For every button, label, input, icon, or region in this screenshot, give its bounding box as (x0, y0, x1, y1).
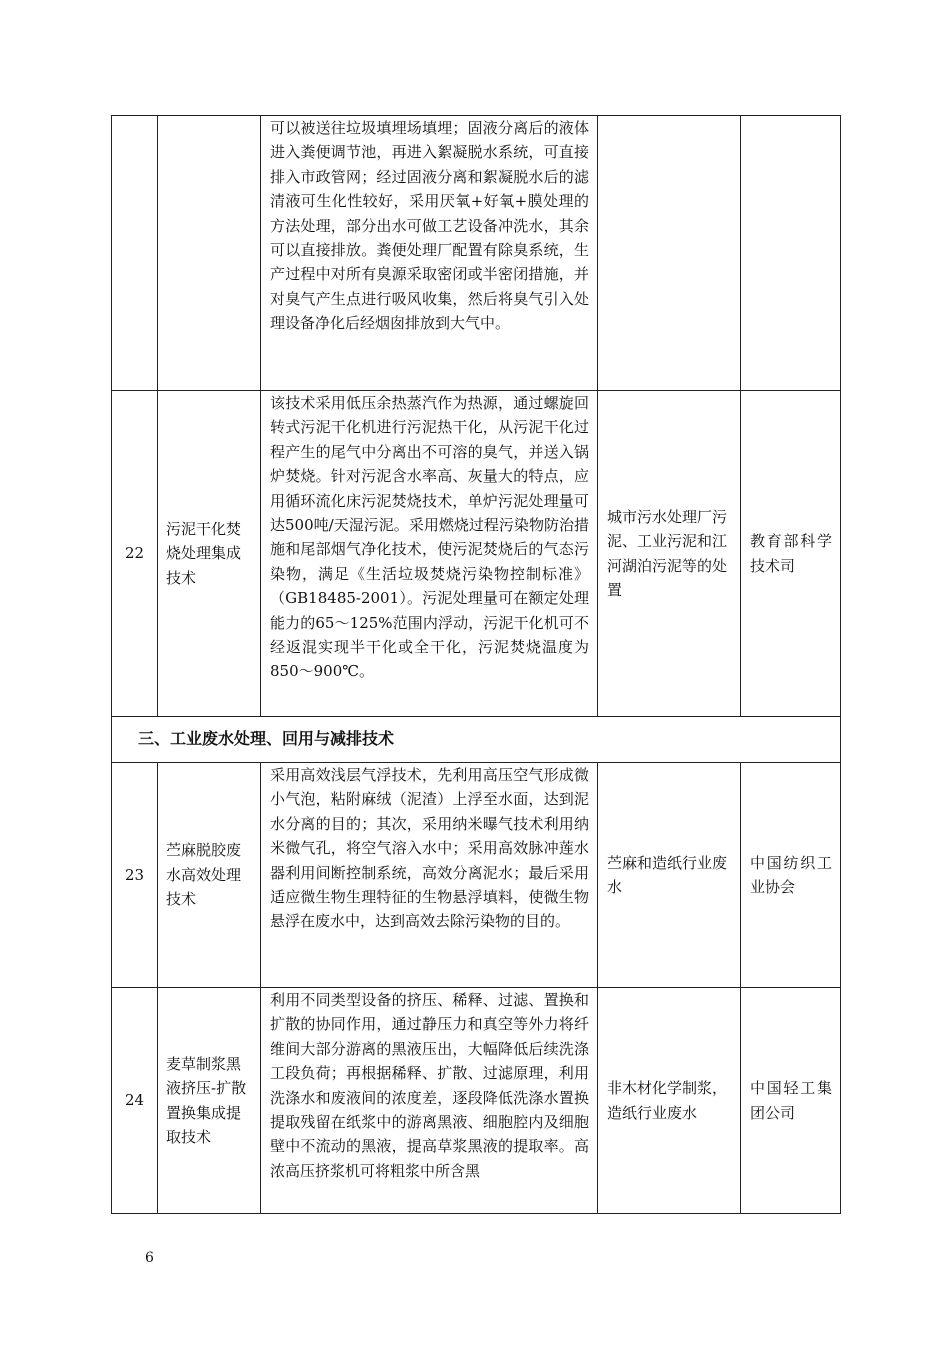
row-number: 24 (112, 988, 158, 1214)
technology-description: 可以被送往垃圾填埋场填埋；固液分离后的液体进入粪便调节池，再进入絮凝脱水系统，可直接排入市政管网；经过固液分离和絮凝脱水后的滤清液可生化性较好，采用厌氧+好氧+膜处理的方法处理，部分出水可做工艺设备冲洗水，其余可以直接排放。粪便处理厂配置有除臭系统，生产过程中对所有臭源采取密闭或半密闭措施，并对臭气产生点进行吸风收集，然后将臭气引入处理设备净化后经烟囱排放到大气中。 (261, 116, 598, 391)
technology-name (158, 116, 261, 391)
technology-name: 污泥干化焚烧处理集成技术 (158, 391, 261, 717)
table-row (112, 391, 841, 717)
section-title: 三、工业废水处理、回用与减排技术 (112, 717, 841, 763)
recommending-organization (741, 116, 841, 391)
technology-description: 该技术采用低压余热蒸汽作为热源，通过螺旋回转式污泥干化机进行污泥热干化，从污泥干化过程产生的尾气中分离出不可溶的臭气，并送入锅炉焚烧。针对污泥含水率高、灰量大的特点，应用循环流化床污泥焚烧技术，单炉污泥处理量可达500吨/天湿污泥。采用燃烧过程污染物防治措施和尾部烟气净化技术，使污泥焚烧后的气态污染物，满足《生活垃圾焚烧污染物控制标准》（GB18485-2001）。污泥处理量可在额定处理能力的65～125%范围内浮动，污泥干化机可不经返混实现半干化或全干化，污泥焚烧温度为850～900℃。 (261, 391, 598, 717)
table-row (112, 116, 841, 391)
application-scope: 城市污水处理厂污泥、工业污泥和江河湖泊污泥等的处置 (598, 391, 741, 717)
recommending-organization: 中国纺织工业协会 (741, 763, 841, 988)
row-number (112, 116, 158, 391)
table-row (112, 763, 841, 988)
technology-description: 采用高效浅层气浮技术，先利用高压空气形成微小气泡，粘附麻绒（泥渣）上浮至水面，达到泥水分离的目的；其次，采用纳米曝气技术利用纳米微气孔，将空气溶入水中；采用高效脉冲莲水器利用间断控制系统，高效分离泥水；最后采用适应微生物生理特征的生物悬浮填料，使微生物悬浮在废水中，达到高效去除污染物的目的。 (261, 763, 598, 988)
section-row (112, 717, 841, 763)
page-number: 6 (145, 1250, 154, 1266)
recommending-organization: 教育部科学技术司 (741, 391, 841, 717)
application-scope (598, 116, 741, 391)
recommending-organization: 中国轻工集团公司 (741, 988, 841, 1214)
technology-table (111, 115, 841, 1214)
technology-description: 利用不同类型设备的挤压、稀释、过滤、置换和扩散的协同作用，通过静压力和真空等外力将纤维间大部分游离的黑液压出，大幅降低后续洗涤工段负荷；再根据稀释、扩散、过滤原理，利用洗涤水和废液间的浓度差，逐段降低洗涤水置换提取残留在纸浆中的游离黑液、细胞腔内及细胞壁中不流动的黑液，提高草浆黑液的提取率。高浓高压挤浆机可将粗浆中所含黑 (261, 988, 598, 1214)
technology-name: 苎麻脱胶废水高效处理技术 (158, 763, 261, 988)
application-scope: 非木材化学制浆，造纸行业废水 (598, 988, 741, 1214)
row-number: 23 (112, 763, 158, 988)
application-scope: 苎麻和造纸行业废水 (598, 763, 741, 988)
row-number: 22 (112, 391, 158, 717)
technology-name: 麦草制浆黑液挤压-扩散置换集成提取技术 (158, 988, 261, 1214)
table-row (112, 988, 841, 1214)
